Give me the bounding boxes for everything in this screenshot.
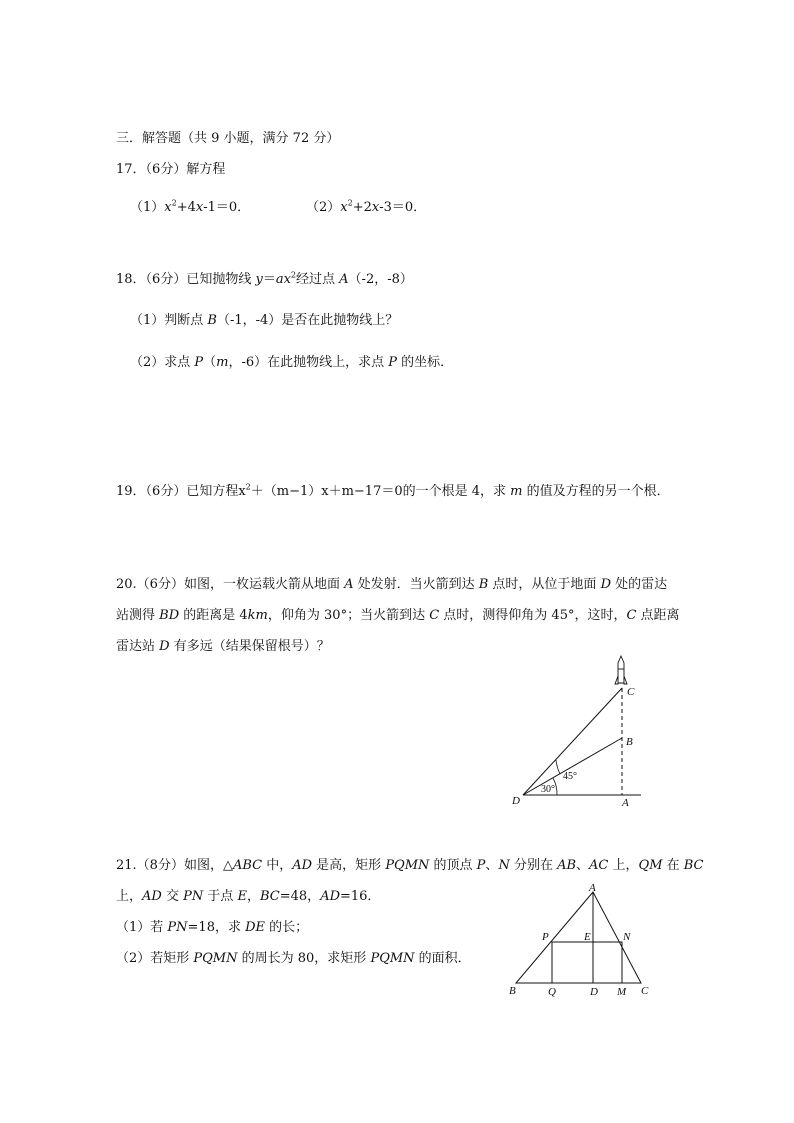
label-45: 45° — [563, 771, 577, 782]
q20-line1: 20.（6分）如图，一枚运载火箭从地面 A 处发射．当火箭到达 B 点时，从位于地面 D 处的雷达 — [116, 577, 668, 592]
q21-line1: 21.（8分）如图，△ABC 中，AD 是高，矩形 PQMN 的顶点 P、N 分别在 AB、AC 上，QM 在 BC — [116, 858, 704, 873]
label-C: C — [627, 686, 635, 698]
q21-part1: （1）若 PN=18，求 DE 的长； — [116, 920, 309, 935]
label-A: A — [589, 882, 596, 894]
triangle-figure — [503, 880, 663, 1000]
q17-part1: $(1)x^2+4x-1=0$． — [130, 198, 251, 215]
q18-part2: （2）求点 P（m，-6）在此抛物线上，求点 P 的坐标． — [130, 355, 454, 370]
label-N: N — [623, 931, 631, 943]
q17-part2: $(2)x^2+2x-3=0$． — [306, 198, 427, 215]
label-E: E — [584, 931, 591, 943]
q19-stem: 19．（6分）已知方程$x^2+(m-1)x+m-17=0$的一个根是 4，求 m 的值及方程的另一个根． — [116, 482, 670, 499]
section-title: 三．解答题（共 9 小题，满分 72 分） — [116, 131, 340, 146]
label-D: D — [512, 795, 520, 807]
label-B: B — [509, 985, 516, 997]
q17-stem: 17．（6分）解方程 — [116, 162, 226, 177]
label-30: 30° — [541, 784, 555, 795]
q18-part1: （1）判断点 B（-1，-4）是否在此抛物线上？ — [130, 313, 399, 328]
label-A: A — [622, 797, 629, 809]
q18-stem: 18．（6分）已知抛物线 $y=ax^2$经过点 A（-2，-8） — [116, 270, 413, 287]
q21-part2: （2）若矩形 PQMN 的周长为 80，求矩形 PQMN 的面积． — [116, 951, 471, 966]
label-B: B — [626, 736, 633, 748]
rocket-icon — [615, 656, 627, 684]
rectangle-PQMN — [552, 942, 622, 983]
label-D: D — [590, 986, 598, 998]
rocket-figure — [505, 650, 655, 815]
q20-line2: 站测得 BD 的距离是 4km，仰角为 30°；当火箭到达 C 点时，测得仰角为 45°，这时，C 点距离 — [116, 608, 680, 623]
label-Q: Q — [548, 986, 556, 998]
label-M: M — [617, 986, 627, 998]
line-DB — [523, 738, 622, 795]
q20-line3: 雷达站 D 有多远（结果保留根号）？ — [116, 639, 330, 654]
label-P: P — [542, 931, 549, 943]
q21-line2: 上，AD 交 PN 于点 E，BC=48，AD=16． — [116, 889, 381, 904]
label-C: C — [641, 985, 649, 997]
angle-arc-45 — [556, 760, 560, 774]
